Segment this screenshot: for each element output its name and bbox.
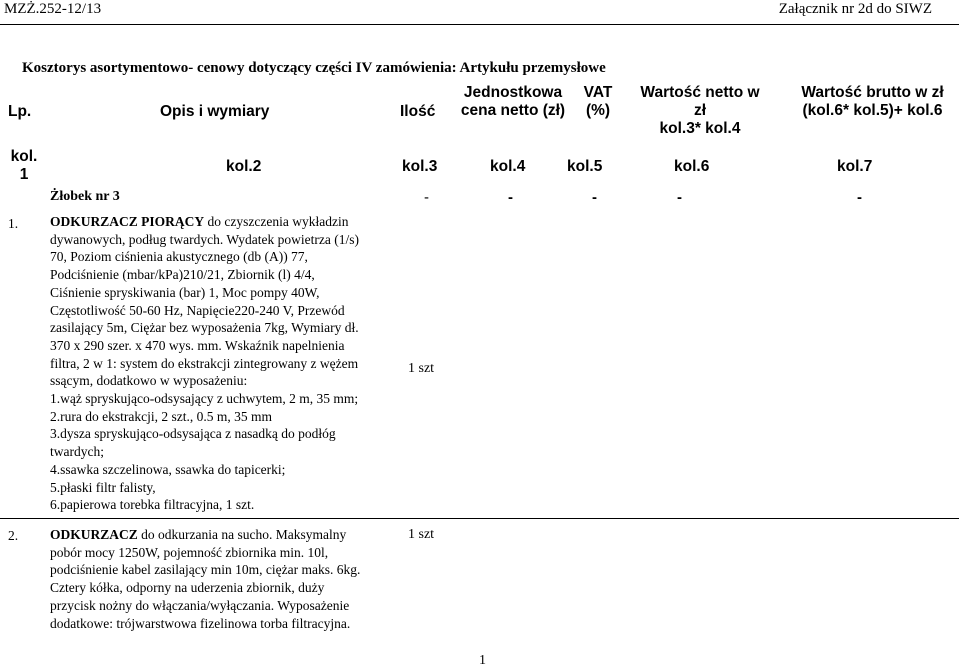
col-number-4: kol.4	[490, 158, 526, 175]
col-number-3: kol.3	[402, 158, 438, 175]
col-header-cena-line2: cena netto (zł)	[460, 102, 566, 119]
col-header-brutto-line2: (kol.6* kol.5)+ kol.6	[802, 102, 943, 119]
document-reference: MZŻ.252-12/13	[4, 1, 102, 17]
row-2-lp: 2.	[8, 528, 19, 543]
row-1-desc-first: do czyszczenia wykładzin	[204, 214, 349, 229]
col-number-7: kol.7	[837, 158, 873, 175]
row-2-desc-body: pobór mocy 1250W, pojemność zbiornika min. 10l, podciśnienie kabel zasilający min 10m, ciężar maks. 6kg. Cztery kółka, odporny na uderzenia zbiornik, duży przycisk nożny do włączania/wyłączania. Wyposażenie dodatkowe: trójwarstwowa fizelinowa torba filtracyjna.	[50, 544, 361, 631]
row-1-description	[50, 213, 359, 514]
row-1-quantity: 1 szt	[408, 361, 435, 376]
col-number-1-line2: 1	[19, 166, 29, 183]
col-number-2: kol.2	[226, 158, 262, 175]
col-header-brutto	[790, 84, 955, 120]
col-header-netto-line1: Wartość netto w	[640, 84, 760, 101]
col-header-cena	[450, 84, 576, 120]
section-dash: -	[677, 189, 682, 206]
col-number-5: kol.5	[567, 158, 603, 175]
col-header-ilosc: Ilość	[400, 103, 436, 120]
col-header-cena-line1: Jednostkowa	[463, 84, 563, 101]
col-header-opis: Opis i wymiary	[160, 103, 270, 120]
col-header-vat	[577, 84, 619, 120]
row-separator	[0, 518, 959, 519]
page-number: 1	[479, 653, 486, 668]
col-header-netto-line3: kol.3* kol.4	[659, 120, 741, 137]
col-number-1	[6, 148, 42, 184]
col-header-vat-line2: (%)	[585, 102, 611, 119]
row-1-product-name: ODKURZACZ PIORĄCY	[50, 214, 205, 229]
row-2-quantity: 1 szt	[408, 527, 435, 542]
header-rule	[0, 24, 959, 25]
col-header-netto	[622, 84, 778, 138]
section-dash: -	[857, 189, 862, 206]
col-header-vat-line1: VAT	[583, 84, 613, 101]
col-header-netto-line2: zł	[693, 102, 707, 119]
section-dash: -	[592, 189, 597, 206]
row-1-lp: 1.	[8, 216, 19, 231]
row-1-desc-body: dywanowych, podług twardych. Wydatek powietrza (1/s) 70, Poziom ciśnienia akustycznego (db (A)) 77, Podciśnienie (mbar/kPa)210/21, Zbiornik (l) 4/4, Ciśnienie spryskiwania (bar) 1, Moc pompy 40W, Częstotliwość 50-60 Hz, Napięcie220-240 V, Przewód zasilający 5m, Ciężar bez wyposażenia 7kg, Wymiary dł. 370 x 290 szer. x 470 wys. mm. Wskaźnik napelnienia filtra, 2 w 1: system do ekstrakcji zintegrowany z wężem ssącym, dodatkowo w wyposażeniu: 1.wąż spryskująco-odsysający z uchwytem, 2 m, 35 mm; 2.rura do ekstrakcji, 2 szt., 0.5 m, 35 mm 3.dysza spryskująco-odsysająca z nasadką do podłóg twardych; 4.ssawka szczelinowa, ssawka do tapicerki; 5.płaski filtr falisty, 6.papierowa torebka filtracyjna, 1 szt.	[50, 231, 359, 513]
section-name: Żłobek nr 3	[50, 189, 120, 204]
col-header-lp: Lp.	[8, 103, 32, 120]
section-dash: -	[424, 189, 429, 206]
document-title: Kosztorys asortymentowo- cenowy dotyczący części IV zamówienia: Artykułu przemysłowe	[22, 60, 606, 76]
col-header-brutto-line1: Wartość brutto w zł	[801, 84, 944, 101]
col-number-1-line1: kol.	[10, 148, 38, 165]
row-2-description	[50, 526, 360, 632]
row-2-desc-first: do odkurzania na sucho. Maksymalny	[137, 527, 347, 542]
section-dash: -	[508, 189, 513, 206]
attachment-label: Załącznik nr 2d do SIWZ	[778, 1, 932, 17]
col-number-6: kol.6	[674, 158, 710, 175]
row-2-product-name: ODKURZACZ	[50, 527, 138, 542]
